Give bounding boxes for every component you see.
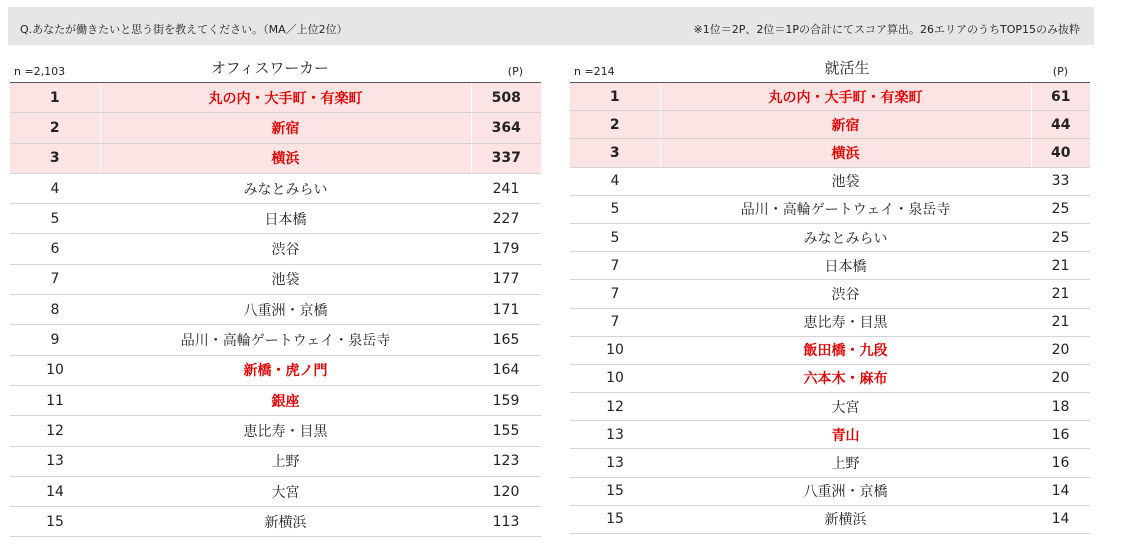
table-row [570,223,1090,251]
area-cell: 丸の内・大手町・有楽町 [100,83,471,113]
table-row [10,113,541,143]
table-body [10,83,541,537]
area-cell: 八重洲・京橋 [660,477,1031,505]
area-cell: 池袋 [100,264,471,294]
table-row [10,143,541,173]
points-cell: 508 [471,83,541,113]
points-cell: 165 [471,325,541,355]
points-cell: 159 [471,385,541,415]
table-row [570,195,1090,223]
area-cell: 丸の内・大手町・有楽町 [660,83,1031,111]
panel-title: オフィスワーカー [210,59,330,77]
office-workers-header [10,56,541,83]
table-row [10,416,541,446]
area-cell: 飯田橋・九段 [660,336,1031,364]
sample-size-label: n =214 [574,65,615,78]
rank-cell: 10 [10,355,100,385]
table-row [10,83,541,113]
points-cell: 337 [471,143,541,173]
area-cell: 池袋 [660,167,1031,195]
area-cell: 上野 [660,449,1031,477]
points-cell: 364 [471,113,541,143]
table-row [570,252,1090,280]
area-cell: 新橋・虎ノ門 [100,355,471,385]
points-cell: 18 [1031,393,1090,421]
area-cell: 渋谷 [660,280,1031,308]
question-header-bar [8,7,1094,45]
area-cell: 品川・高輪ゲートウェイ・泉岳寺 [660,195,1031,223]
panel-title: 就活生 [824,59,870,77]
rank-cell: 4 [570,167,660,195]
table-row [10,476,541,506]
area-cell: 恵比寿・目黒 [660,308,1031,336]
points-cell: 171 [471,295,541,325]
table-row [10,264,541,294]
area-cell: 青山 [660,421,1031,449]
table-row [570,421,1090,449]
points-cell: 14 [1031,477,1090,505]
area-cell: 銀座 [100,385,471,415]
rank-cell: 4 [10,173,100,203]
table-row [570,505,1090,533]
points-cell: 120 [471,476,541,506]
job-seekers-table [570,83,1090,534]
table-row [570,111,1090,139]
rank-cell: 3 [570,139,660,167]
area-cell: 新横浜 [100,507,471,537]
rank-cell: 15 [10,507,100,537]
rank-cell: 10 [570,336,660,364]
rank-cell: 1 [10,83,100,113]
rank-cell: 6 [10,234,100,264]
table-row [570,167,1090,195]
points-cell: 33 [1031,167,1090,195]
area-cell: 上野 [100,446,471,476]
table-row [570,139,1090,167]
table-row [570,449,1090,477]
scoring-note: ※1位＝2P、2位＝1Pの合計にてスコア算出。26エリアのうちTOP15のみ抜粋 [693,23,1080,36]
points-cell: 61 [1031,83,1090,111]
area-cell: 新横浜 [660,505,1031,533]
points-cell: 16 [1031,421,1090,449]
points-cell: 227 [471,204,541,234]
table-row [10,385,541,415]
table-row [10,204,541,234]
rank-cell: 13 [10,446,100,476]
sample-size-label: n =2,103 [14,65,66,78]
table-row [570,280,1090,308]
area-cell: 大宮 [660,393,1031,421]
rank-cell: 9 [10,325,100,355]
job-seekers-panel [570,56,1090,534]
points-cell: 164 [471,355,541,385]
job-seekers-header [570,56,1090,83]
rank-cell: 2 [570,111,660,139]
points-cell: 21 [1031,252,1090,280]
table-row [570,308,1090,336]
area-cell: 新宿 [100,113,471,143]
area-cell: みなとみらい [660,223,1031,251]
area-cell: 六本木・麻布 [660,364,1031,392]
rank-cell: 3 [10,143,100,173]
rank-cell: 13 [570,449,660,477]
points-cell: 20 [1031,336,1090,364]
rank-cell: 7 [570,308,660,336]
table-row [10,446,541,476]
rank-cell: 7 [570,252,660,280]
rank-cell: 5 [10,204,100,234]
area-cell: 品川・高輪ゲートウェイ・泉岳寺 [100,325,471,355]
table-row [570,336,1090,364]
area-cell: 日本橋 [660,252,1031,280]
area-cell: 新宿 [660,111,1031,139]
rank-cell: 15 [570,505,660,533]
table-row [10,507,541,537]
points-cell: 20 [1031,364,1090,392]
area-cell: 恵比寿・目黒 [100,416,471,446]
rank-cell: 13 [570,421,660,449]
area-cell: 渋谷 [100,234,471,264]
rank-cell: 12 [10,416,100,446]
points-cell: 113 [471,507,541,537]
office-workers-panel [10,56,541,537]
points-cell: 25 [1031,223,1090,251]
points-cell: 177 [471,264,541,294]
points-cell: 241 [471,173,541,203]
rank-cell: 7 [570,280,660,308]
rank-cell: 1 [570,83,660,111]
office-workers-table [10,83,541,537]
unit-label: (P) [507,65,523,78]
area-cell: 大宮 [100,476,471,506]
points-cell: 44 [1031,111,1090,139]
area-cell: みなとみらい [100,173,471,203]
rank-cell: 2 [10,113,100,143]
area-cell: 横浜 [660,139,1031,167]
table-row [570,364,1090,392]
rank-cell: 14 [10,476,100,506]
points-cell: 25 [1031,195,1090,223]
rank-cell: 8 [10,295,100,325]
points-cell: 179 [471,234,541,264]
area-cell: 八重洲・京橋 [100,295,471,325]
table-row [10,234,541,264]
table-row [570,83,1090,111]
points-cell: 21 [1031,308,1090,336]
table-row [10,173,541,203]
points-cell: 123 [471,446,541,476]
unit-label: (P) [1052,65,1068,78]
table-row [10,355,541,385]
table-row [570,477,1090,505]
rank-cell: 15 [570,477,660,505]
table-row [10,325,541,355]
table-body [570,83,1090,534]
rank-cell: 5 [570,195,660,223]
points-cell: 21 [1031,280,1090,308]
table-row [10,295,541,325]
points-cell: 155 [471,416,541,446]
points-cell: 16 [1031,449,1090,477]
points-cell: 14 [1031,505,1090,533]
question-text: Q.あなたが働きたいと思う街を教えてください。（MA／上位2位） [20,23,348,36]
points-cell: 40 [1031,139,1090,167]
area-cell: 横浜 [100,143,471,173]
rank-cell: 12 [570,393,660,421]
rank-cell: 11 [10,385,100,415]
rank-cell: 5 [570,223,660,251]
table-row [570,393,1090,421]
rank-cell: 7 [10,264,100,294]
area-cell: 日本橋 [100,204,471,234]
rank-cell: 10 [570,364,660,392]
